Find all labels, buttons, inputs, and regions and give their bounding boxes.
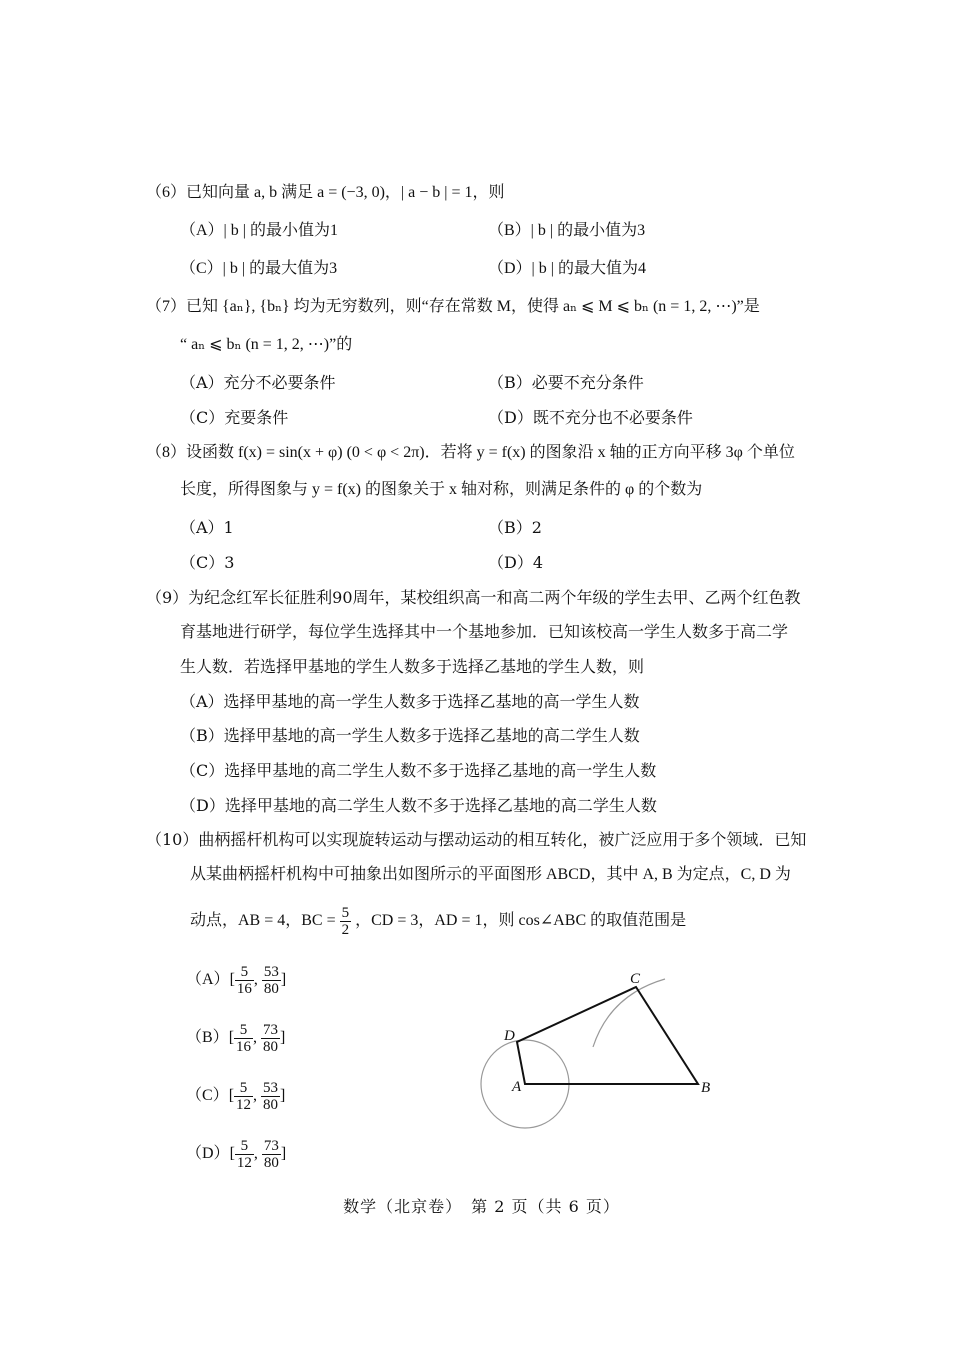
- q10-option-c: （C）[ $\frac{5}{12}$ , $\frac{53}{80}$ ]: [186, 1079, 286, 1113]
- q10-stem-line3-a: 动点，AB = 4，BC =: [190, 912, 336, 929]
- numerator: 5: [234, 1080, 253, 1097]
- q8-stem-line2: 长度，所得图象与 y = f(x) 的图象关于 x 轴对称，则满足条件的 φ 的个数为: [180, 481, 703, 498]
- q9-option-b: （B）选择甲基地的高一学生人数多于选择乙基地的高二学生人数: [180, 726, 640, 745]
- q10-option-d: （D）[ $\frac{5}{12}$ , $\frac{73}{80}$ ]: [186, 1137, 287, 1171]
- q6-option-a: （A）| b | 的最小值为1: [180, 222, 338, 239]
- numerator: 53: [263, 963, 279, 980]
- page-footer: 数学（北京卷） 第 2 页（共 6 页）: [343, 1197, 620, 1216]
- numerator: 73: [263, 1137, 279, 1154]
- quadrilateral-abcd-figure: [470, 965, 730, 1135]
- q7-option-a: （A）充分不必要条件: [180, 373, 336, 392]
- q10-stem-line2: 从某曲柄摇杆机构中可抽象出如图所示的平面图形 ABCD，其中 A, B 为定点，C, D 为: [190, 866, 791, 883]
- q8-option-c: （C）3: [180, 553, 235, 572]
- q7-option-d: （D）既不充分也不必要条件: [488, 408, 693, 427]
- upper-fraction: [262, 964, 281, 997]
- q10-stem-line1: （10）曲柄摇杆机构可以实现旋转运动与摆动运动的相互转化，被广泛应用于多个领域．已知: [146, 830, 807, 849]
- q10-option-b: （B）[ $\frac{5}{16}$ , $\frac{73}{80}$ ]: [186, 1021, 286, 1055]
- q8-option-b: （B）2: [488, 518, 542, 537]
- lower-fraction: [235, 1138, 254, 1171]
- q7-option-c: （C）充要条件: [180, 408, 289, 427]
- q6-stem: （6）已知向量 a, b 满足 a = (−3, 0)，| a − b | = 1，则: [146, 184, 505, 201]
- quadrilateral-outline: [517, 987, 698, 1084]
- q9-option-a: （A）选择甲基地的高一学生人数多于选择乙基地的高一学生人数: [180, 692, 640, 711]
- numerator: 53: [263, 1079, 279, 1096]
- upper-fraction: [261, 1080, 280, 1113]
- denominator: 80: [263, 1096, 279, 1113]
- numerator: 5: [235, 964, 254, 981]
- lower-fraction: [234, 1022, 253, 1055]
- option-label: （C）: [186, 1087, 229, 1104]
- q8-option-d: （D）4: [488, 553, 544, 572]
- upper-fraction: [261, 1022, 280, 1055]
- option-label: （B）: [186, 1029, 229, 1046]
- denominator: 16: [236, 1038, 252, 1055]
- q7-option-b: （B）必要不充分条件: [488, 373, 644, 392]
- option-label: （D）: [186, 1145, 230, 1162]
- bc-numerator: 5: [341, 904, 350, 921]
- q9-option-c: （C）选择甲基地的高二学生人数不多于选择乙基地的高一学生人数: [180, 761, 657, 780]
- q9-option-d: （D）选择甲基地的高二学生人数不多于选择乙基地的高二学生人数: [180, 796, 657, 815]
- vertex-label-d: D: [504, 1028, 515, 1044]
- q10-option-a: （A）[ $\frac{5}{16}$ , $\frac{53}{80}$ ]: [186, 963, 287, 997]
- lower-fraction: [235, 964, 254, 997]
- q6-option-c: （C）| b | 的最大值为3: [180, 260, 338, 277]
- q10-stem-line3: [190, 904, 686, 938]
- option-label: （A）: [186, 971, 230, 988]
- denominator: 80: [263, 1154, 279, 1171]
- bc-denominator: 2: [341, 921, 350, 938]
- q9-stem-line1: （9）为纪念红军长征胜利90周年，某校组织高一和高二两个年级的学生去甲、乙两个红色教: [146, 588, 801, 607]
- lower-fraction: [234, 1080, 253, 1113]
- upper-fraction: [262, 1138, 281, 1171]
- q10-stem-line3-b: ，CD = 3，AD = 1，则 cos∠ABC 的取值范围是: [355, 912, 687, 929]
- vertex-label-b: B: [701, 1080, 711, 1096]
- q9-stem-line2: 育基地进行研学，每位学生选择其中一个基地参加．已知该校高一学生人数多于高二学: [180, 622, 789, 641]
- q8-option-a: （A）1: [180, 518, 234, 537]
- numerator: 73: [263, 1021, 279, 1038]
- denominator: 16: [236, 980, 252, 997]
- numerator: 5: [234, 1022, 253, 1039]
- denominator: 80: [263, 1038, 279, 1055]
- denominator: 12: [236, 1154, 252, 1171]
- denominator: 80: [263, 980, 279, 997]
- q6-option-b: （B）| b | 的最小值为3: [488, 222, 646, 239]
- q6-option-d: （D）| b | 的最大值为4: [488, 260, 646, 277]
- vertex-label-c: C: [630, 971, 641, 987]
- q7-stem-line2: “ aₙ ⩽ bₙ (n = 1, 2, ⋯)”的: [180, 336, 353, 353]
- q9-stem-line3: 生人数．若选择甲基地的学生人数多于选择乙基地的学生人数，则: [180, 657, 645, 676]
- numerator: 5: [235, 1138, 254, 1155]
- q8-stem-line1: （8）设函数 f(x) = sin(x + φ) (0 < φ < 2π)．若将 y = f(x) 的图象沿 x 轴的正方向平移 3φ 个单位: [146, 444, 795, 461]
- q7-stem-line1: （7）已知 {aₙ}, {bₙ} 均为无穷数列，则“存在常数 M，使得 aₙ ⩽ M ⩽ bₙ (n = 1, 2, ⋯)”是: [146, 298, 760, 315]
- bc-fraction: [340, 905, 352, 938]
- vertex-label-a: A: [512, 1079, 522, 1095]
- denominator: 12: [236, 1096, 252, 1113]
